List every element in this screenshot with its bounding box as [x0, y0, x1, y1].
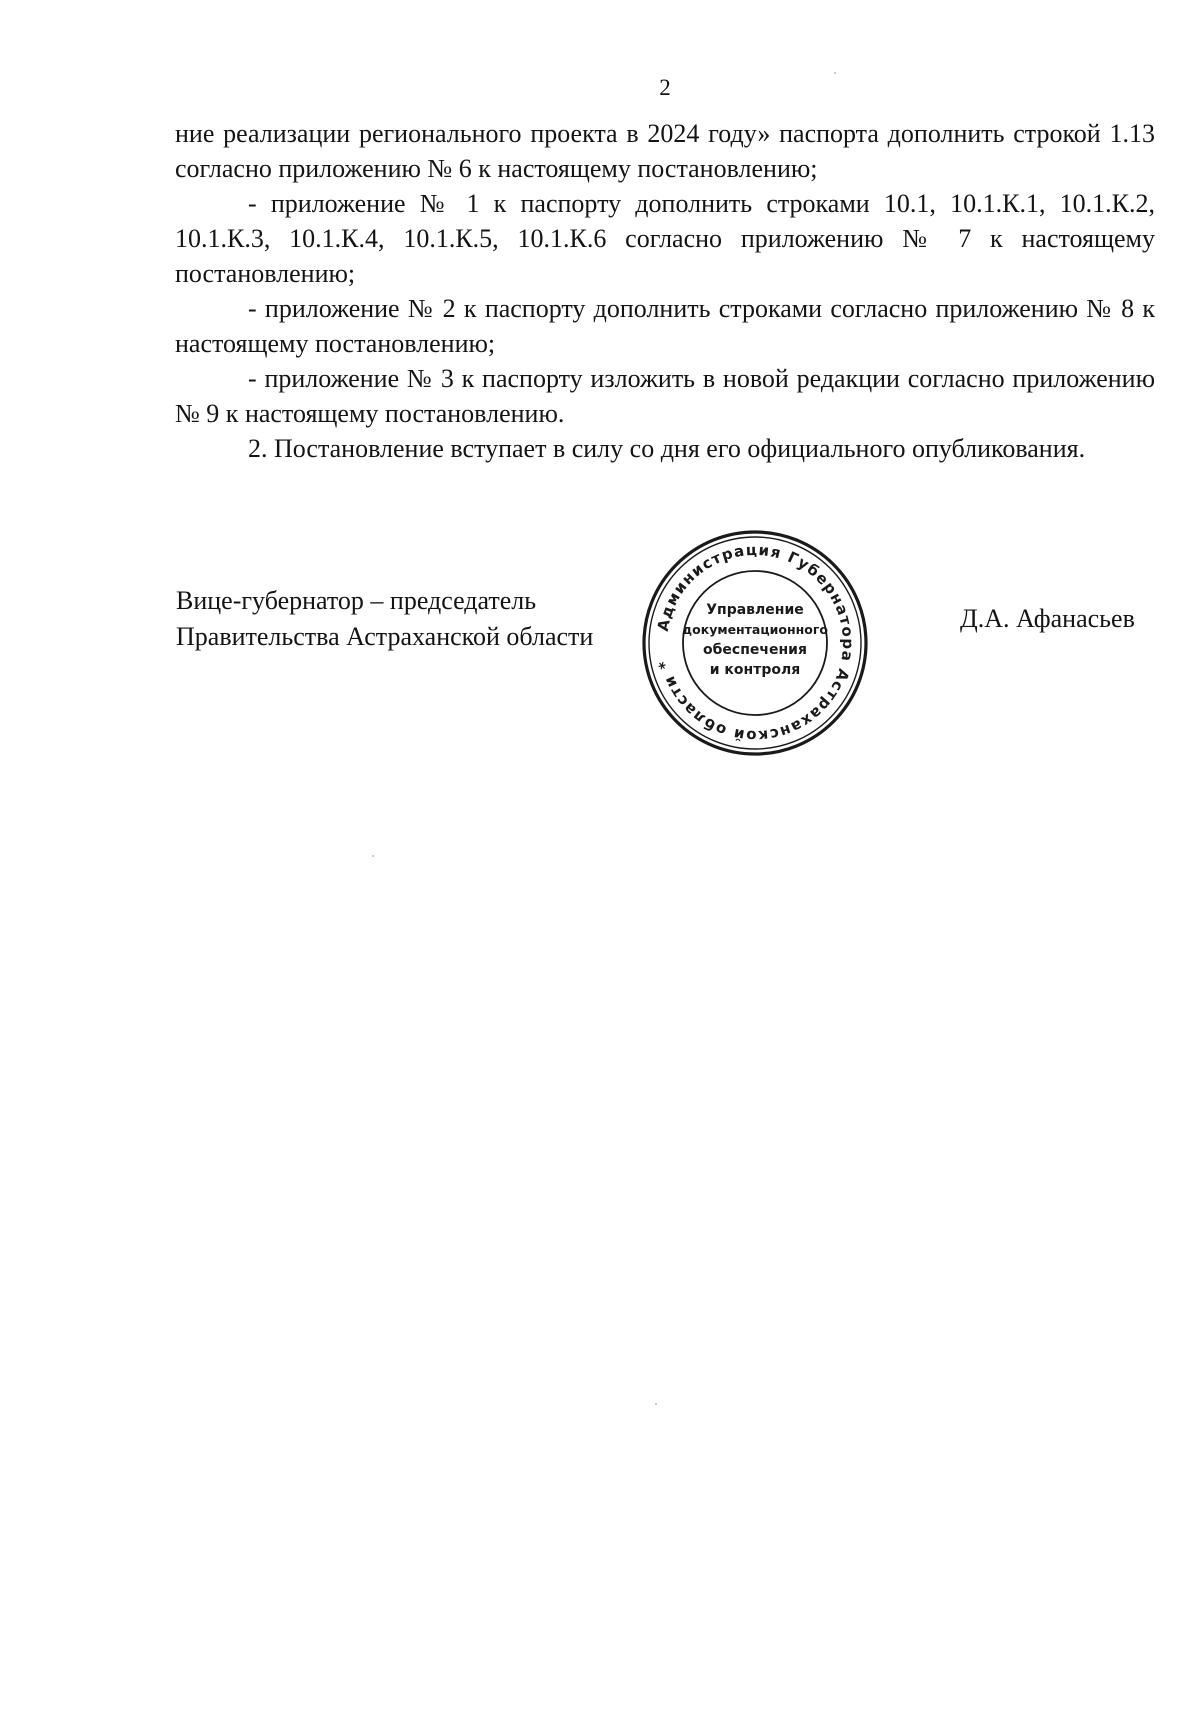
signer-title-line-2: Правительства Астраханской области [176, 622, 594, 651]
seal-center-line-3: обеспечения [703, 642, 807, 658]
seal-center-line-2: документационного [682, 622, 828, 637]
seal-outer-text: Администрация Губернатора Астраханской области * [653, 540, 858, 746]
seal-graphic [640, 528, 870, 758]
document-body [175, 116, 1155, 466]
seal-center-line-4: и контроля [709, 662, 801, 678]
signer-title-line-1: Вице-губернатор – председатель [176, 586, 537, 615]
signer-name: Д.А. Афанасьев [960, 604, 1135, 633]
scan-speck [834, 72, 836, 74]
seal-center-line-1: Управление [706, 602, 804, 618]
paragraph-appendix-3: - приложение № 3 к паспорту изложить в новой редакции согласно приложению № 9 к настоящему постановлению. [175, 364, 1155, 428]
scan-speck [372, 855, 374, 857]
paragraph-effective-date: 2. Постановление вступает в силу со дня его официального опубликования. [248, 434, 1086, 463]
paragraph-appendix-2: - приложение № 2 к паспорту дополнить строками согласно приложению № 8 к настоящему постановлению; [175, 294, 1155, 358]
scan-speck [655, 1403, 657, 1405]
paragraph-appendix-1: - приложение № 1 к паспорту дополнить строками 10.1, 10.1.К.1, 10.1.К.2, 10.1.К.3, 10.1.К.4, 10.1.К.5, 10.1.К.6 согласно приложению № 7 к настоящему постановлению; [175, 189, 1155, 288]
official-seal [640, 528, 870, 758]
page-number: 2 [659, 75, 671, 100]
paragraph-continuation: ние реализации регионального проекта в 2024 году» паспорта дополнить строкой 1.13 согласно приложению № 6 к настоящему постановлению; [175, 119, 1155, 183]
signer-title [176, 583, 593, 655]
